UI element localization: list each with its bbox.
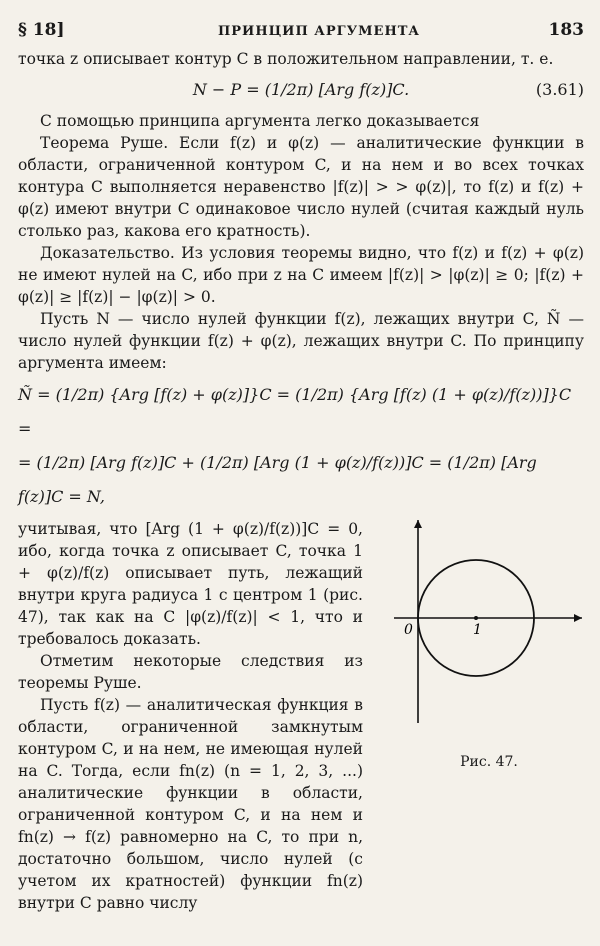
equation-line-1: Ñ = (1/2π) {Arg [f(z) + φ(z)]}C = (1/2π) {Arg [f(z) (1 + φ(z)/f(z))]}C = [18,385,572,438]
section-number: § 18] [18,20,65,40]
equation-number: (3.61) [535,80,584,99]
proof-paragraph: Доказательство. Из условия теоремы видно, что f(z) и f(z) + φ(z) не имеют нулей на C, ибо при z на C имеем |f(z)| > |φ(z)| ≥ 0; |f(z) + φ(z)| ≥ |f(z)| − |φ(z)| > 0. [18,244,584,306]
paragraph-5: Пусть N — число нулей функции f(z), лежащих внутри C, Ñ — число нулей функции f(z) + φ(z), лежащих внутри C. По принципу аргумента имеем: [18,310,584,372]
paragraph-8: Пусть f(z) — аналитическая функция в области, ограниченной замкнутым контуром C, и на нем, не имеющая нулей на C. Тогда, если fn(z) (n = 1, 2, 3, ...) аналитические функции в области, ограниченной контуром C, и на нем и fn(z) → f(z) равномерно на C, то при n, достаточно большом, число нулей (с учетом их кратностей) функции fn(z) внутри C равно числу [18,696,363,912]
equation-line-2: = (1/2π) [Arg f(z)]C + (1/2π) [Arg (1 + φ(z)/f(z))]C = (1/2π) [Arg f(z)]C = N, [18,453,537,506]
equation-3-61-body: N − P = (1/2π) [Arg f(z)]C. [192,80,410,99]
figure-caption: Рис. 47. [460,754,518,770]
theorem-rouche: Теорема Руше. Если f(z) и φ(z) — аналитические функции в области, ограниченной контуром C, и на нем и во всех точках контура C выполняется неравенство |f(z)| > > φ(z)|, то f(z) и f(z) + φ(z) имеют внутри C одинаковое число нулей (считая каждый нуль столько раз, какова его кратность). [18,134,584,240]
circle-diagram [394,518,584,748]
wrapped-section [18,518,584,914]
center-point [474,616,478,620]
paragraph-7: Отметим некоторые следствия из теоремы Руше. [18,652,363,692]
paragraph-2: С помощью принципа аргумента легко доказывается [40,112,480,130]
page [18,14,584,914]
paragraph-1: точка z описывает контур C в положительном направлении, т. е. [18,50,554,68]
running-title: ПРИНЦИП АРГУМЕНТА [218,24,420,39]
equation-3-61 [18,70,584,110]
figure-47 [394,518,584,770]
running-header [18,14,584,48]
y-axis-arrow [414,520,422,528]
center-label: 1 [473,622,482,638]
equation-block [18,378,584,514]
paragraph-6: учитывая, что [Arg (1 + φ(z)/f(z))]C = 0, ибо, когда точка z описывает C, точка 1 + φ(z)/f(z) описывает путь, лежащий внутри круга радиуса 1 с центром 1 (рис. 47), так как на C |φ(z)/f(z)| < 1, что и требовалось доказать. [18,520,363,648]
x-axis-arrow [574,614,582,622]
origin-label: 0 [404,622,413,638]
page-number: 183 [548,20,584,40]
